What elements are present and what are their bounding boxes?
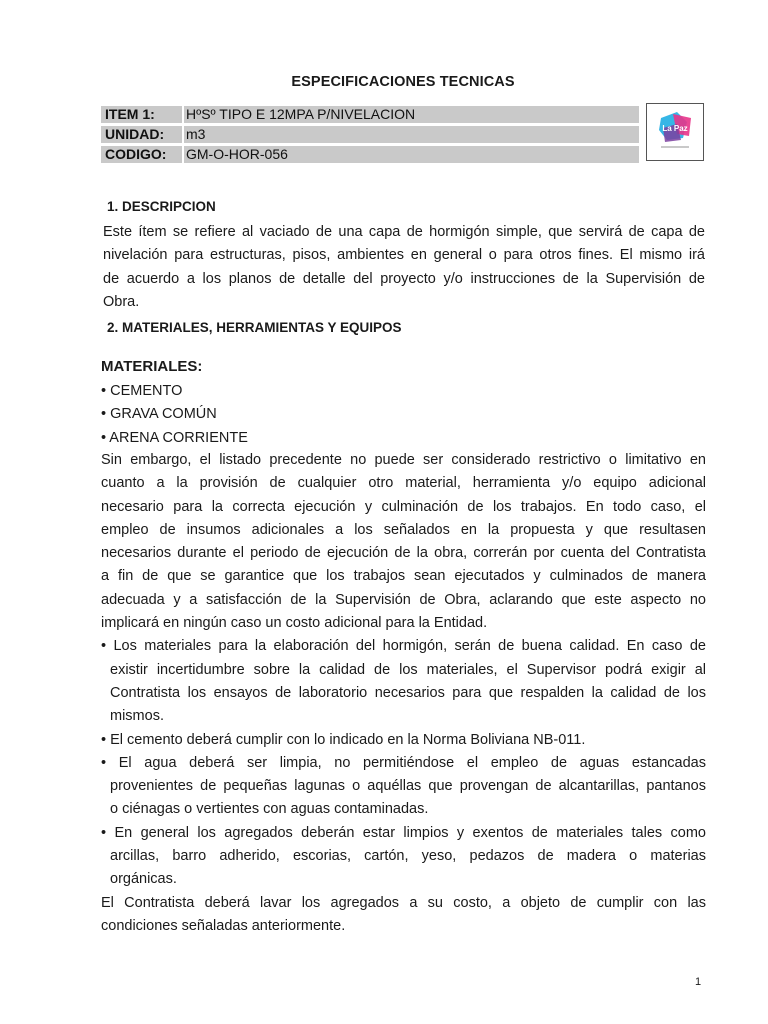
logo-icon [647,104,703,160]
text-line: nivelación para estructuras, pisos, ambientes en general o para otros fines. El mismo irá [103,247,705,264]
text-line: necesarios durante el periodo de ejecución de la obra, correrán por cuenta del Contratista [101,545,706,562]
text-line: necesario para la correcta ejecución y culminación de los trabajos. En todo caso, el [101,498,706,515]
bullet-line: • Los materiales para la elaboración del hormigón, serán de buena calidad. En caso de [101,638,706,655]
unit-value: m3 [182,126,205,143]
list-item: • GRAVA COMÚN [101,406,217,423]
text-line: condiciones señaladas anteriormente. [101,917,346,934]
bullet-line: • El agua deberá ser limpia, no permitiéndose el empleo de aguas estancadas [101,754,706,771]
bullet-line: arcillas, barro adherido, escorias, cartón, yeso, pedazos de madera o materias [110,848,706,865]
bullet-line: orgánicas. [110,871,177,888]
page-number: 1 [695,976,702,988]
materials-heading: MATERIALES: [101,358,203,375]
text-line: a fin de que se garantice que los trabajos sean ejecutados y culminados de manera [101,568,706,585]
text-line: adecuada y a satisfacción de la Supervisión de Obra, aclarando que este aspecto no [101,591,706,608]
logo-text: La Paz [662,124,688,133]
text-line: Este ítem se refiere al vaciado de una capa de hormigón simple, que servirá de capa de [103,224,705,240]
section-2-heading: 2. MATERIALES, HERRAMIENTAS Y EQUIPOS [107,320,402,335]
municipal-logo [646,103,704,161]
materials-list [101,380,248,450]
bullet-line: Contratista los ensayos de laboratorio necesarios para que respalden la calidad de los [110,684,706,701]
bullet-line: • En general los agregados deberán estar limpios y exentos de materiales tales como [101,824,706,841]
text-line: empleo de insumos adicionales a los señalados en la propuesta y que resultasen [101,521,706,538]
item-value: HºSº TIPO E 12MPA P/NIVELACION [182,106,415,123]
materials-paragraph [101,449,706,938]
text-line: Obra. [103,293,140,310]
text-line: cuanto a la provisión de cualquier otro material, herramienta y/o equipo adicional [101,475,706,492]
text-line: de acuerdo a los planos de detalle del proyecto y/o instrucciones de la Supervisión de [103,270,705,287]
item-header-table [101,106,639,166]
header-row-code [101,146,639,163]
unit-label: UNIDAD: [105,126,165,142]
text-line: implicará en ningún caso un costo adicional para la Entidad. [101,615,488,632]
bullet-line: o ciénagas o vertientes con aguas contaminadas. [110,801,429,818]
section-1-paragraph [103,221,705,314]
header-row-unit [101,126,639,143]
text-line: Sin embargo, el listado precedente no puede ser considerado restrictivo o limitativo en [101,452,706,468]
section-1-heading: 1. DESCRIPCION [107,199,216,214]
bullet-line: mismos. [110,708,164,725]
code-label: CODIGO: [105,146,167,162]
bullet-line: existir incertidumbre sobre la calidad de los materiales, el Supervisor podrá exigir al [110,661,706,678]
list-item: • CEMENTO [101,383,183,399]
item-label: ITEM 1: [105,106,155,122]
header-row-item [101,106,639,123]
list-item: • ARENA CORRIENTE [101,429,248,446]
code-value: GM-O-HOR-056 [182,146,288,163]
document-title: ESPECIFICACIONES TECNICAS [291,74,515,90]
bullet-line: • El cemento deberá cumplir con lo indicado en la Norma Boliviana NB-011. [101,731,586,748]
bullet-line: provenientes de pequeñas lagunas o aquéllas que provengan de alcantarillas, pantanos [110,778,706,795]
text-line: El Contratista deberá lavar los agregados a su costo, a objeto de cumplir con las [101,894,706,911]
